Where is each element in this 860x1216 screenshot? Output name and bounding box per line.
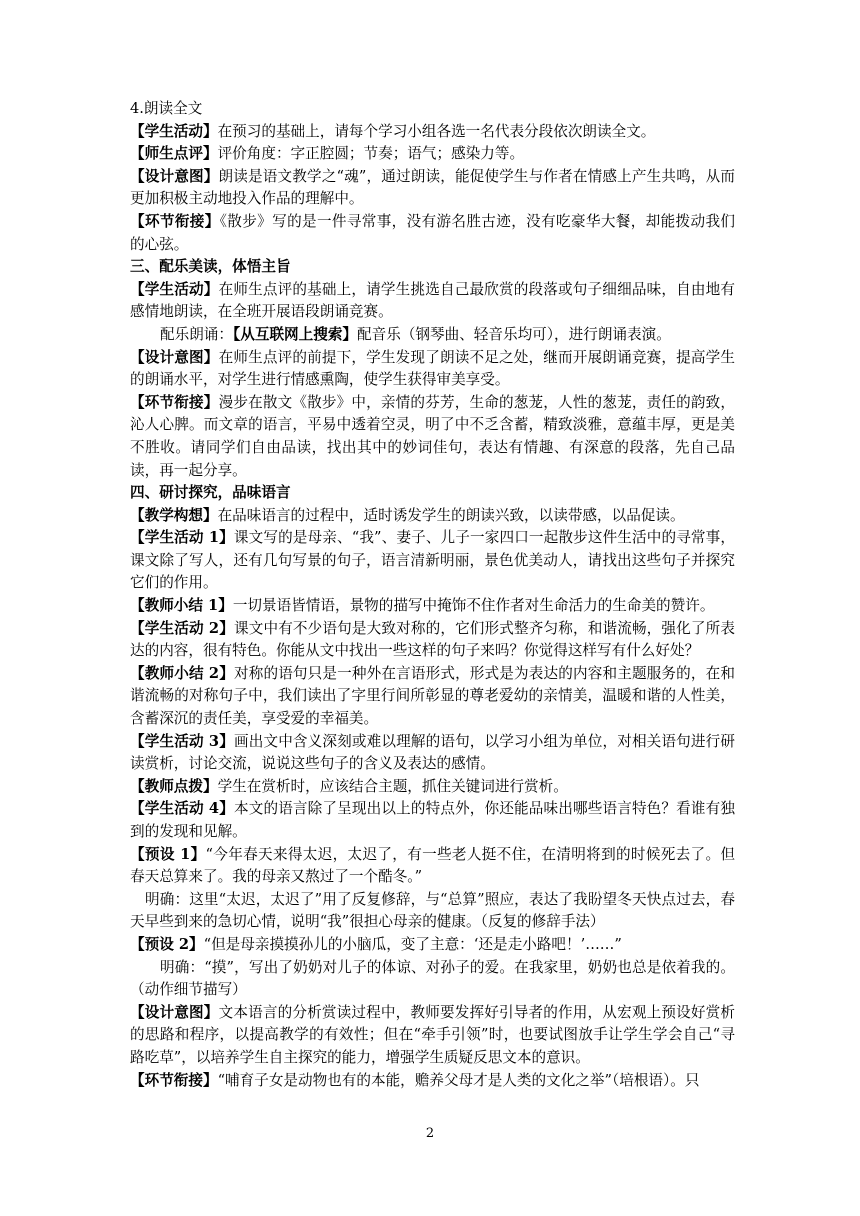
section-heading: 三、配乐美读，体悟主旨 — [130, 258, 291, 276]
paragraph-label: 【学生活动】 — [130, 280, 219, 298]
paragraph-label: 【学生活动 4】 — [130, 800, 234, 818]
document-body — [130, 98, 735, 1092]
paragraph-label: 【从互联网上搜索】 — [232, 325, 358, 343]
section-heading — [130, 98, 735, 121]
paragraph-text: 在师生点评的前提下，学生发现了朗读不足之处，继而开展朗诵竞赛，提高学生的朗诵水平，对学生进行情感熏陶，使学生获得审美享受。 — [130, 348, 735, 389]
section-heading: 四、研讨探究，品味语言 — [130, 484, 291, 502]
paragraph-text: 漫步在散文《散步》中，亲情的芬芳，生命的葱茏，人性的葱茏，责任的韵致，沁人心脾。而文章的语言，平易中透着空灵，明了中不乏含蓄，精致淡雅，意蕴丰厚，更是美不胜收。请同学们自由品读，找出其中的妙词佳句，表达有情趣、有深意的段落，先自己品读，再一起分享。 — [130, 393, 735, 479]
paragraph — [130, 618, 735, 663]
paragraph — [130, 957, 735, 1002]
paragraph-text: 明确：这里“太迟，太迟了”用了反复修辞，与“总算”照应，表达了我盼望冬天快点过去，春天早些到来的急切心情，说明“我”很担心母亲的健康。（反复的修辞手法） — [130, 890, 735, 931]
paragraph-text: 配音乐（钢琴曲、轻音乐均可），进行朗诵表演。 — [357, 325, 671, 343]
paragraph-text: “今年春天来得太迟，太迟了，有一些老人挺不住，在清明将到的时候死去了。但春天总算来了。我的母亲又熬过了一个酷冬。” — [130, 845, 735, 886]
paragraph — [130, 1070, 735, 1093]
paragraph-text: 4.朗读全文 — [130, 100, 203, 117]
paragraph-label: 【学生活动 1】 — [130, 529, 234, 547]
paragraph — [130, 527, 735, 595]
paragraph-label: 【设计意图】 — [130, 167, 219, 185]
paragraph-text: 课文写的是母亲、“我”、妻子、儿子一家四口一起散步这件生活中的寻常事，课文除了写人，还有几句写景的句子，语言清新明丽，景色优美动人，请找出这些句子并探究它们的作用。 — [130, 529, 735, 592]
paragraph-text: 在预习的基础上，请每个学习小组各选一名代表分段依次朗读全文。 — [217, 122, 656, 140]
paragraph — [130, 595, 735, 618]
paragraph — [130, 1002, 735, 1070]
paragraph-label: 【教师点拨】 — [130, 777, 218, 795]
paragraph-label: 【教学构想】 — [130, 506, 218, 524]
paragraph-label: 【预设 2】 — [130, 935, 204, 953]
paragraph — [130, 505, 735, 528]
paragraph-text: 评价角度：字正腔圆；节奏；语气；感染力等。 — [217, 145, 525, 163]
paragraph-label: 【设计意图】 — [130, 1003, 219, 1021]
paragraph-label: 【环节衔接】 — [130, 212, 220, 230]
paragraph — [130, 798, 735, 843]
paragraph — [130, 663, 735, 731]
paragraph-label: 【师生点评】 — [130, 145, 218, 163]
paragraph-text: 在品味语言的过程中，适时诱发学生的朗读兴致，以读带感，以品促读。 — [217, 506, 685, 524]
paragraph — [130, 143, 735, 166]
paragraph-label: 【教师小结 1】 — [130, 597, 233, 615]
paragraph — [130, 324, 735, 347]
paragraph-text: 本文的语言除了呈现出以上的特点外，你还能品味出哪些语言特色？看谁有独到的发现和见解。 — [130, 800, 735, 840]
paragraph — [130, 392, 735, 482]
paragraph-text: 画出文中含义深刻或难以理解的语句，以学习小组为单位，对相关语句进行研读赏析，讨论交流，说说这些句子的含义及表达的感情。 — [130, 732, 735, 773]
paragraph-text: 在师生点评的基础上，请学生挑选自己最欣赏的段落或句子细细品味，自由地有感情地朗读，在全班开展语段朗诵竞赛。 — [130, 280, 735, 321]
paragraph-label: 【预设 1】 — [130, 845, 206, 863]
paragraph-text: “哺育子女是动物也有的本能，赡养父母才是人类的文化之举”（培根语）。只 — [217, 1071, 700, 1089]
paragraph-prefix: 配乐朗诵： — [160, 325, 233, 343]
paragraph-label: 【设计意图】 — [130, 348, 219, 366]
paragraph-text: 文本语言的分析赏读过程中，教师要发挥好引导者的作用，从宏观上预设好赏析的思路和程序，以提高教学的有效性；但在“牵手引领”时，也要试图放手让学生学会自己“寻路吃草”，以培养学生自主探究的能力，增强学生质疑反思文本的意识。 — [130, 1003, 735, 1066]
paragraph-text: 一切景语皆情语，景物的描写中掩饰不住作者对生命活力的生命美的赞许。 — [232, 597, 715, 615]
paragraph — [130, 731, 735, 776]
paragraph-text: 学生在赏析时，应该结合主题，抓住关键词进行赏析。 — [217, 777, 568, 795]
paragraph — [130, 279, 735, 324]
paragraph — [130, 844, 735, 889]
paragraph-text: 《散步》写的是一件寻常事，没有游名胜古迹，没有吃豪华大餐，却能拨动我们的心弦。 — [130, 212, 735, 253]
paragraph — [130, 121, 735, 144]
paragraph-label: 【教师小结 2】 — [130, 664, 234, 682]
paragraph — [130, 889, 735, 934]
paragraph — [130, 211, 735, 256]
paragraph-text: 朗读是语文教学之“魂”，通过朗读，能促使学生与作者在情感上产生共鸣，从而更加积极主动地投入作品的理解中。 — [130, 167, 735, 208]
paragraph-text: 课文中有不少语句是大致对称的，它们形式整齐匀称，和谐流畅，强化了所表达的内容，很有特色。你能从文中找出一些这样的句子来吗？你觉得这样写有什么好处？ — [130, 619, 735, 660]
paragraph — [130, 347, 735, 392]
paragraph-label: 【学生活动 2】 — [130, 619, 234, 637]
paragraph — [130, 776, 735, 799]
paragraph — [130, 166, 735, 211]
paragraph-text: “但是母亲摸摸孙儿的小脑瓜，变了主意：‘还是走小路吧！’……” — [203, 935, 622, 953]
paragraph-text: 明确：“摸”，写出了奶奶对儿子的体谅、对孙子的爱。在我家里，奶奶也总是依着我的。（动作细节描写） — [130, 958, 735, 999]
paragraph — [130, 934, 735, 957]
paragraph-label: 【学生活动】 — [130, 122, 218, 140]
page-number: 2 — [425, 1126, 435, 1141]
paragraph-text: 对称的语句只是一种外在言语形式，形式是为表达的内容和主题服务的，在和谐流畅的对称句子中，我们读出了字里行间所彰显的尊老爱幼的亲情美，温暖和谐的人性美，含蓄深沉的责任美，享受爱的幸福美。 — [130, 664, 735, 728]
paragraph-label: 【学生活动 3】 — [130, 732, 234, 750]
paragraph-label: 【环节衔接】 — [130, 393, 219, 411]
paragraph-label: 【环节衔接】 — [130, 1071, 218, 1089]
